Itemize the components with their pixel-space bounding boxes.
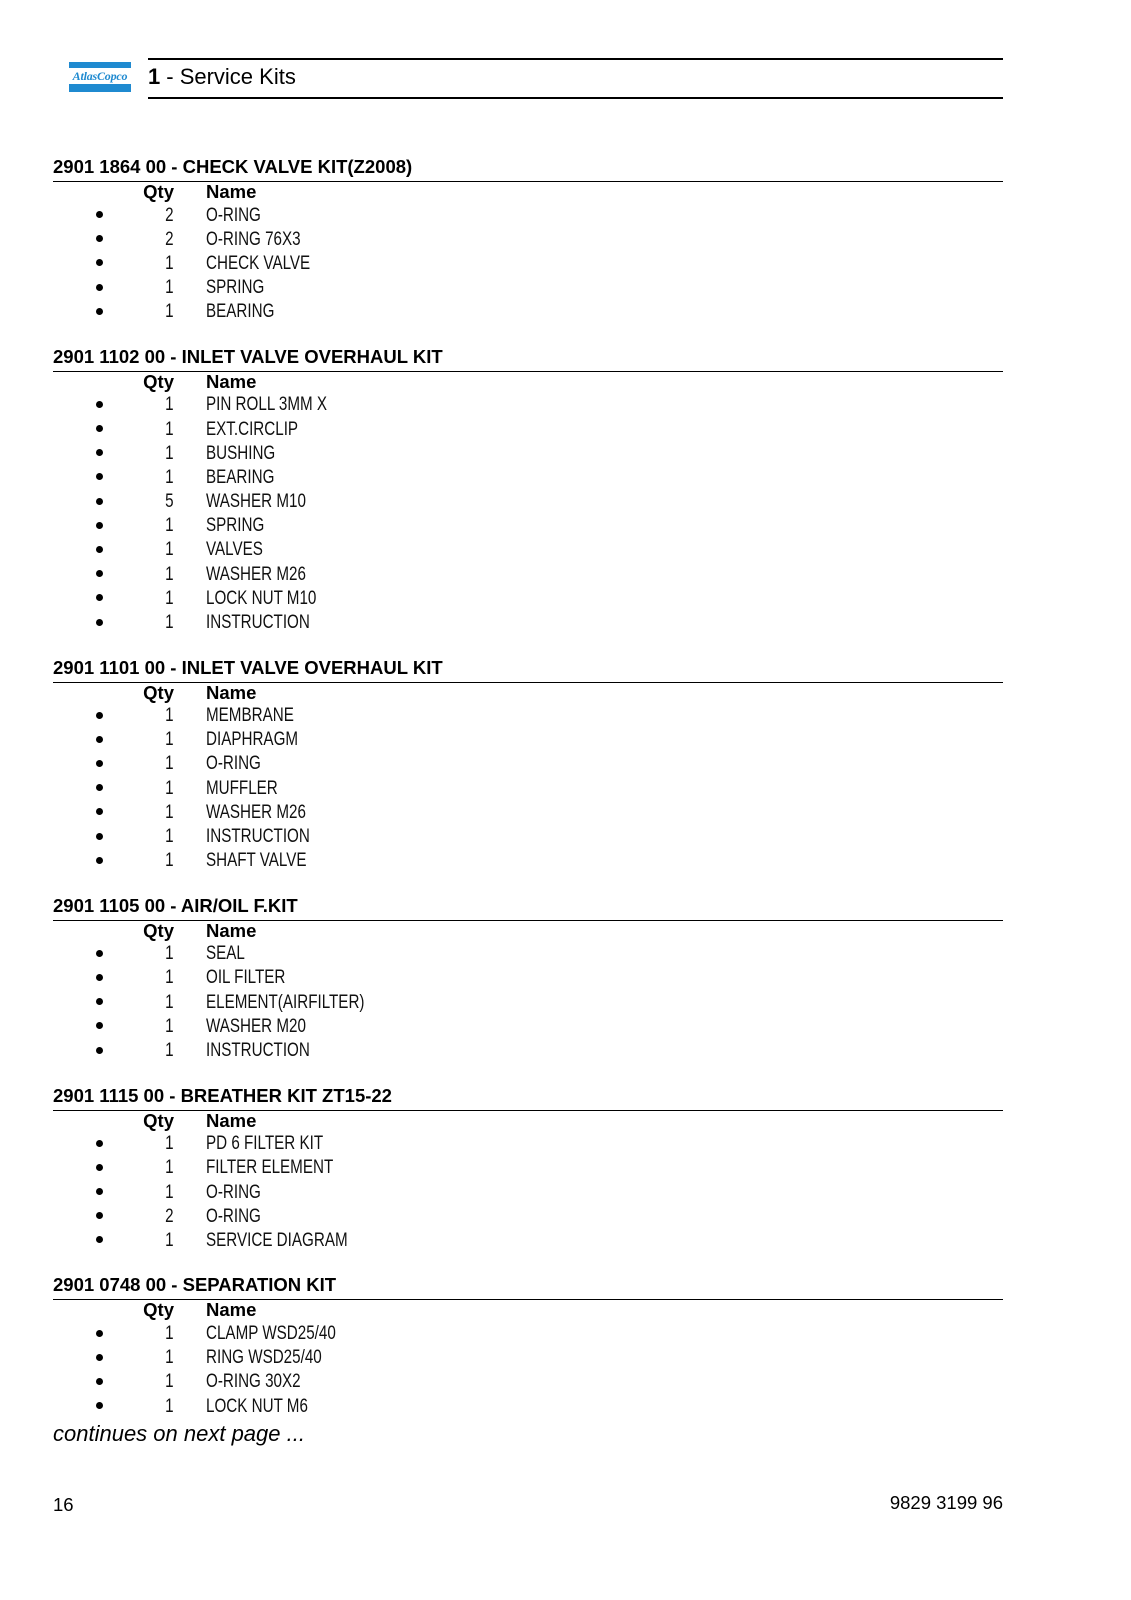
item-name: SPRING [206,277,265,299]
name-column-header: Name [206,181,257,202]
item-name: O-RING 30X2 [206,1371,301,1393]
item-qty: 2 [165,228,174,250]
item-qty: 1 [165,1229,174,1251]
kit-item [53,228,1003,252]
kit-section [53,657,1003,874]
item-qty: 1 [165,991,174,1013]
kit-item [53,991,1003,1015]
item-qty: 1 [165,539,174,561]
kit-section [53,1274,1003,1418]
bullet-icon [96,1212,103,1219]
item-name: WASHER M10 [206,491,306,513]
item-qty: 1 [165,1133,174,1155]
kit-title: 2901 0748 00 - SEPARATION KIT [53,1274,1003,1300]
kit-title: 2901 1105 00 - AIR/OIL F.KIT [53,895,1003,921]
bullet-icon [96,808,103,815]
item-name: SERVICE DIAGRAM [206,1229,348,1251]
item-name: BEARING [206,301,275,323]
item-qty: 1 [165,967,174,989]
item-qty: 1 [165,1347,174,1369]
bullet-icon [96,784,103,791]
item-name: INSTRUCTION [206,1040,310,1062]
item-qty: 1 [165,1157,174,1179]
bullet-icon [96,1402,103,1409]
bullet-icon [96,1022,103,1029]
kit-item [53,752,1003,776]
qty-column-header: Qty [143,681,174,703]
kit-section [53,156,1003,324]
item-qty: 1 [165,277,174,299]
column-header-row [53,683,1003,705]
item-name: OIL FILTER [206,967,286,989]
kit-item [53,1346,1003,1370]
item-name: EXT.CIRCLIP [206,418,299,440]
atlas-copco-logo [69,62,131,92]
item-qty: 1 [165,563,174,585]
bullet-icon [96,401,103,408]
item-name: PD 6 FILTER KIT [206,1133,324,1155]
qty-column-header: Qty [143,919,174,941]
item-name: LOCK NUT M10 [206,587,317,609]
kit-item [53,418,1003,442]
bullet-icon [96,546,103,553]
item-qty: 1 [165,466,174,488]
kit-item [53,1395,1003,1419]
item-qty: 1 [165,418,174,440]
item-qty: 1 [165,252,174,274]
bullet-icon [96,449,103,456]
kit-item [53,966,1003,990]
item-name: ELEMENT(AIRFILTER) [206,991,365,1013]
bullet-icon [96,594,103,601]
item-name: WASHER M26 [206,801,306,823]
item-qty: 1 [165,753,174,775]
item-qty: 2 [165,1205,174,1227]
kit-section [53,346,1003,635]
item-name: DIAPHRAGM [206,729,299,751]
kit-item [53,204,1003,228]
kit-item [53,777,1003,801]
bullet-icon [96,833,103,840]
bullet-icon [96,1354,103,1361]
kit-item [53,1039,1003,1063]
item-name: CHECK VALVE [206,252,311,274]
kit-item [53,300,1003,324]
item-qty: 1 [165,515,174,537]
item-qty: 1 [165,943,174,965]
item-qty: 1 [165,1371,174,1393]
bullet-icon [96,259,103,266]
item-qty: 1 [165,850,174,872]
item-name: INSTRUCTION [206,826,310,848]
qty-column-header: Qty [143,1299,174,1321]
qty-column-header: Qty [143,181,174,202]
name-column-header: Name [206,1299,257,1321]
bullet-icon [96,1140,103,1147]
kit-item [53,466,1003,490]
item-qty: 1 [165,1322,174,1344]
column-header-row [53,921,1003,943]
kit-item [53,1015,1003,1039]
item-name: O-RING 76X3 [206,228,301,250]
kit-item [53,1181,1003,1205]
kit-item [53,1370,1003,1394]
bullet-icon [96,522,103,529]
kit-item [53,1229,1003,1253]
item-qty: 1 [165,705,174,727]
item-qty: 1 [165,612,174,634]
bullet-icon [96,211,103,218]
item-qty: 1 [165,777,174,799]
bullet-icon [96,498,103,505]
kit-item [53,252,1003,276]
item-name: SPRING [206,515,265,537]
item-qty: 1 [165,801,174,823]
chapter-number: 1 [148,64,161,89]
item-name: O-RING [206,1205,261,1227]
bullet-icon [96,284,103,291]
item-qty: 1 [165,1181,174,1203]
kit-item [53,704,1003,728]
item-name: PIN ROLL 3MM X [206,394,328,416]
item-qty: 1 [165,394,174,416]
bullet-icon [96,1378,103,1385]
bullet-icon [96,950,103,957]
item-name: CLAMP WSD25/40 [206,1322,336,1344]
column-header-row [53,372,1003,394]
bullet-icon [96,570,103,577]
item-qty: 1 [165,729,174,751]
item-name: MUFFLER [206,777,278,799]
kit-item [53,849,1003,873]
chapter-header [148,58,1003,99]
name-column-header: Name [206,919,257,941]
bullet-icon [96,998,103,1005]
bullet-icon [96,473,103,480]
item-qty: 5 [165,491,174,513]
item-qty: 1 [165,826,174,848]
kit-item [53,538,1003,562]
kit-item [53,1156,1003,1180]
item-name: VALVES [206,539,263,561]
kit-section [53,895,1003,1063]
item-name: BUSHING [206,442,276,464]
item-name: MEMBRANE [206,705,294,727]
kit-item [53,1322,1003,1346]
service-kits-list [53,156,1003,1446]
item-name: WASHER M26 [206,563,306,585]
item-name: O-RING [206,1181,261,1203]
name-column-header: Name [206,370,257,392]
item-name: O-RING [206,753,261,775]
qty-column-header: Qty [143,370,174,392]
column-header-row [53,182,1003,204]
kit-item [53,1132,1003,1156]
kit-title: 2901 1101 00 - INLET VALVE OVERHAUL KIT [53,657,1003,683]
kit-item [53,611,1003,635]
item-name: SHAFT VALVE [206,850,307,872]
kit-item [53,825,1003,849]
kit-item [53,563,1003,587]
name-column-header: Name [206,1109,257,1131]
kit-item [53,587,1003,611]
document-number: 9829 3199 96 [889,1492,1003,1513]
qty-column-header: Qty [143,1109,174,1131]
bullet-icon [96,712,103,719]
bullet-icon [96,974,103,981]
bullet-icon [96,857,103,864]
kit-item [53,393,1003,417]
page-number: 16 [53,1494,74,1515]
item-name: BEARING [206,466,275,488]
kit-section [53,1085,1003,1253]
bullet-icon [96,1188,103,1195]
item-qty: 1 [165,1395,174,1417]
item-name: SEAL [206,943,245,965]
kit-item [53,728,1003,752]
kit-title: 2901 1864 00 - CHECK VALVE KIT(Z2008) [53,156,1003,182]
kit-item [53,1205,1003,1229]
bullet-icon [96,1330,103,1337]
bullet-icon [96,235,103,242]
bullet-icon [96,1164,103,1171]
name-column-header: Name [206,681,257,703]
column-header-row [53,1300,1003,1322]
item-name: WASHER M20 [206,1015,306,1037]
logo-text: AtlasCopco [69,68,131,84]
item-qty: 1 [165,1015,174,1037]
item-name: LOCK NUT M6 [206,1395,308,1417]
item-qty: 1 [165,442,174,464]
item-name: RING WSD25/40 [206,1347,322,1369]
bullet-icon [96,760,103,767]
item-qty: 1 [165,587,174,609]
bullet-icon [96,736,103,743]
column-header-row [53,1111,1003,1133]
kit-item [53,442,1003,466]
item-name: O-RING [206,204,261,226]
bullet-icon [96,425,103,432]
kit-title: 2901 1115 00 - BREATHER KIT ZT15-22 [53,1085,1003,1111]
item-name: INSTRUCTION [206,612,310,634]
logo-bottom-bar [69,84,131,92]
bullet-icon [96,308,103,315]
chapter-title: - Service Kits [166,64,296,89]
bullet-icon [96,1047,103,1054]
item-name: FILTER ELEMENT [206,1157,334,1179]
kit-item [53,514,1003,538]
kit-item [53,276,1003,300]
item-qty: 1 [165,1040,174,1062]
kit-item [53,801,1003,825]
continuation-note: continues on next page ... [53,1420,305,1446]
item-qty: 1 [165,301,174,323]
kit-item [53,490,1003,514]
chapter-heading [148,60,1003,93]
item-qty: 2 [165,204,174,226]
kit-item [53,942,1003,966]
bullet-icon [96,1236,103,1243]
kit-title: 2901 1102 00 - INLET VALVE OVERHAUL KIT [53,346,1003,372]
bullet-icon [96,619,103,626]
